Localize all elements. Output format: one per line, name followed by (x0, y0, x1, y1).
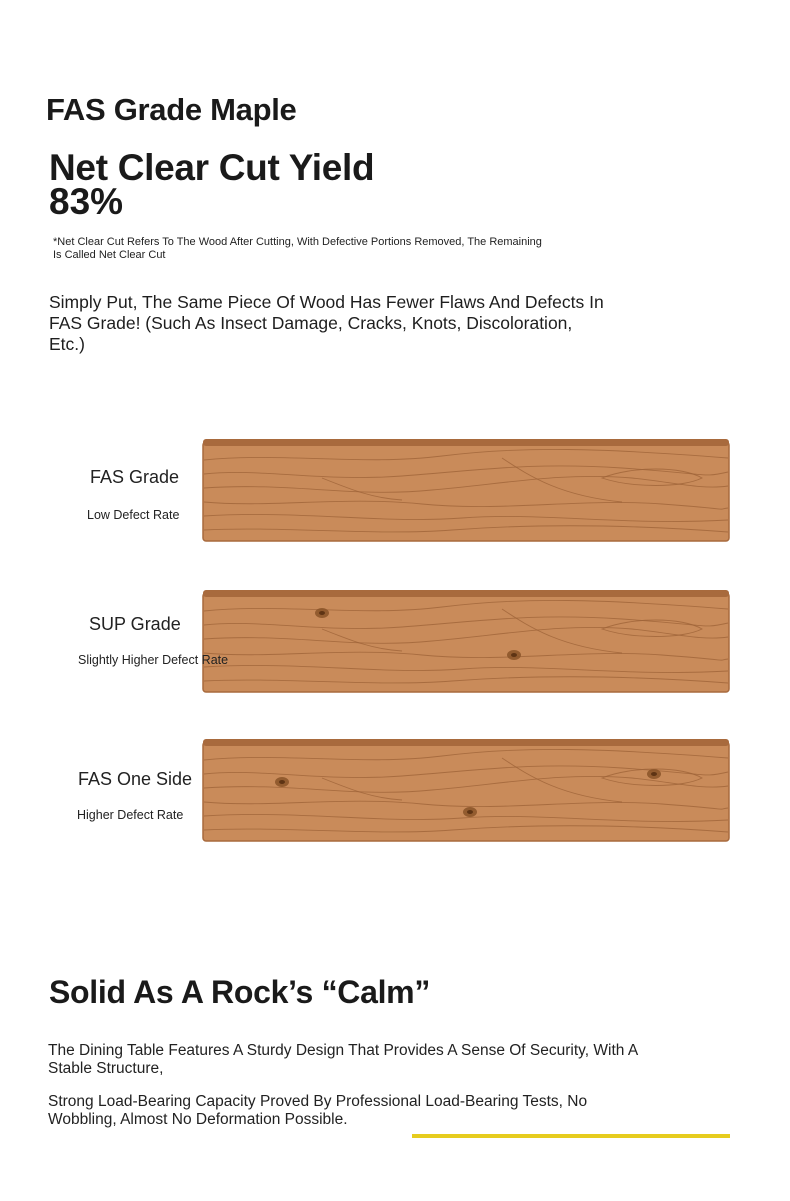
wood-knot-core (319, 611, 325, 615)
grade-rate-sup: Slightly Higher Defect Rate (78, 653, 229, 667)
wood-board-sup (202, 589, 730, 693)
section-paragraph-2: Strong Load-Bearing Capacity Proved By Professional Load-Bearing Tests, No Wobbling, Almost No Deformation Possible. (48, 1093, 588, 1128)
section-paragraph-1: The Dining Table Features A Sturdy Design That Provides A Sense Of Security, With A Stable Structure, (48, 1042, 638, 1077)
grade-rate-fas: Low Defect Rate (87, 508, 180, 522)
grade-name-sup: SUP Grade (89, 614, 181, 634)
page-title: FAS Grade Maple (46, 92, 297, 127)
board-top-edge (203, 739, 729, 746)
wood-knot-core (511, 653, 517, 657)
section-title: Solid As A Rock’s “Calm” (49, 974, 431, 1010)
grade-name-fas-one-side: FAS One Side (78, 769, 193, 789)
grade-rate-fas-one-side: Higher Defect Rate (77, 808, 184, 822)
yield-label: Net Clear Cut Yield (49, 147, 375, 188)
yield-value: 83% (49, 181, 124, 222)
yield-footnote: *Net Clear Cut Refers To The Wood After Cutting, With Defective Portions Removed, The Remaining Is Called Net Clear Cut (53, 236, 542, 261)
board-body (203, 593, 729, 692)
grade-name-fas: FAS Grade (90, 467, 180, 487)
board-body (203, 442, 729, 541)
board-top-edge (203, 439, 729, 446)
wood-knot-core (279, 780, 285, 784)
grade-description: Simply Put, The Same Piece Of Wood Has Fewer Flaws And Defects In FAS Grade! (Such As Insect Damage, Cracks, Knots, Discoloration, Etc.) (49, 292, 604, 354)
wood-board-fas-one-side (202, 738, 730, 842)
wood-knot-core (651, 772, 657, 776)
board-top-edge (203, 590, 729, 597)
wood-knot-core (467, 810, 473, 814)
wood-board-fas (202, 438, 730, 542)
board-body (203, 742, 729, 841)
accent-underline (412, 1134, 730, 1138)
